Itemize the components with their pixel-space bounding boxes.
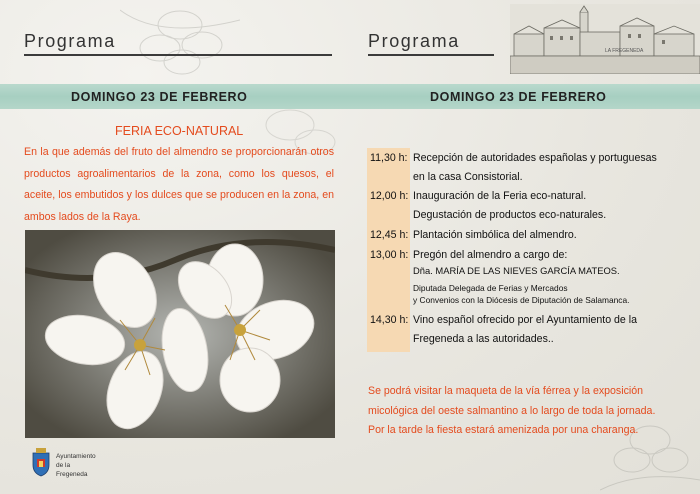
schedule-time: 14,30 h: <box>370 314 409 326</box>
almond-blossom-photo <box>25 230 335 438</box>
schedule-text: Recepción de autoridades españolas y portuguesas <box>413 152 657 164</box>
left-page-heading: Programa <box>24 31 116 51</box>
village-sketch-illustration <box>510 4 700 74</box>
schedule-text: Inauguración de la Feria eco-natural. <box>413 190 587 202</box>
right-heading-rule <box>368 54 494 56</box>
schedule-row <box>370 295 629 305</box>
left-date-title: DOMINGO 23 DE FEBRERO <box>71 90 248 104</box>
logo-line: Fregeneda <box>56 471 88 478</box>
logo-line: Ayuntamiento <box>56 453 96 460</box>
schedule-text: en la casa Consistorial. <box>413 171 523 183</box>
schedule-row <box>370 229 577 241</box>
schedule-text: Fregeneda a las autoridades.. <box>413 333 554 345</box>
schedule-time: 12,45 h: <box>370 229 409 241</box>
schedule-text: Degustación de productos eco-naturales. <box>413 209 607 221</box>
schedule-text: Vino español ofrecido por el Ayuntamiento de la <box>413 314 637 326</box>
schedule-time: 11,30 h: <box>370 152 408 164</box>
schedule-row <box>370 249 567 261</box>
schedule-row <box>370 209 606 221</box>
schedule-row <box>370 333 554 345</box>
schedule-text: y Convenios con la Diócesis de Diputación de Salamanca. <box>413 295 630 305</box>
schedule-row <box>370 283 568 293</box>
town-coat-of-arms-logo <box>30 447 52 477</box>
footer-note-line: micológica del oeste salmantino a lo largo de toda la jornada. <box>368 404 656 417</box>
schedule-text: Diputada Delegada de Ferias y Mercados <box>413 283 568 293</box>
town-name <box>56 452 96 479</box>
right-page-heading: Programa <box>368 31 460 51</box>
footer-note-line: Se podrá visitar la maqueta de la vía férrea y la exposición <box>368 385 643 397</box>
schedule-row <box>370 152 657 164</box>
left-heading-rule <box>24 54 332 56</box>
schedule-time: 13,00 h: <box>370 249 409 261</box>
logo-line: de la <box>56 462 71 469</box>
schedule-row <box>370 190 586 202</box>
intro-paragraph: En la que además del fruto del almendro se proporcionarán otros productos agroalimentarios de la zona, como los quesos, el aceite, los embutidos y los dulces que se producen en la zona, en ambos lados de la Raya. <box>24 146 334 223</box>
schedule-row <box>370 171 523 183</box>
schedule-text: Plantación simbólica del almendro. <box>413 229 577 241</box>
schedule-row <box>370 265 620 276</box>
footer-note <box>368 382 688 441</box>
background-blossom-left-icon <box>120 0 240 90</box>
schedule-text: Pregón del almendro a cargo de: <box>413 249 568 261</box>
right-date-title: DOMINGO 23 DE FEBRERO <box>430 90 607 104</box>
footer-note-line: Por la tarde la fiesta estará amenizada por una charanga. <box>368 424 639 436</box>
schedule-row <box>370 314 637 326</box>
feria-title: FERIA ECO-NATURAL <box>115 124 244 138</box>
schedule-time: 12,00 h: <box>370 190 409 202</box>
schedule-text: Dña. MARÍA DE LAS NIEVES GARCÍA MATEOS. <box>413 265 620 276</box>
sketch-sign-text: LA FREGENEDA <box>605 48 644 54</box>
